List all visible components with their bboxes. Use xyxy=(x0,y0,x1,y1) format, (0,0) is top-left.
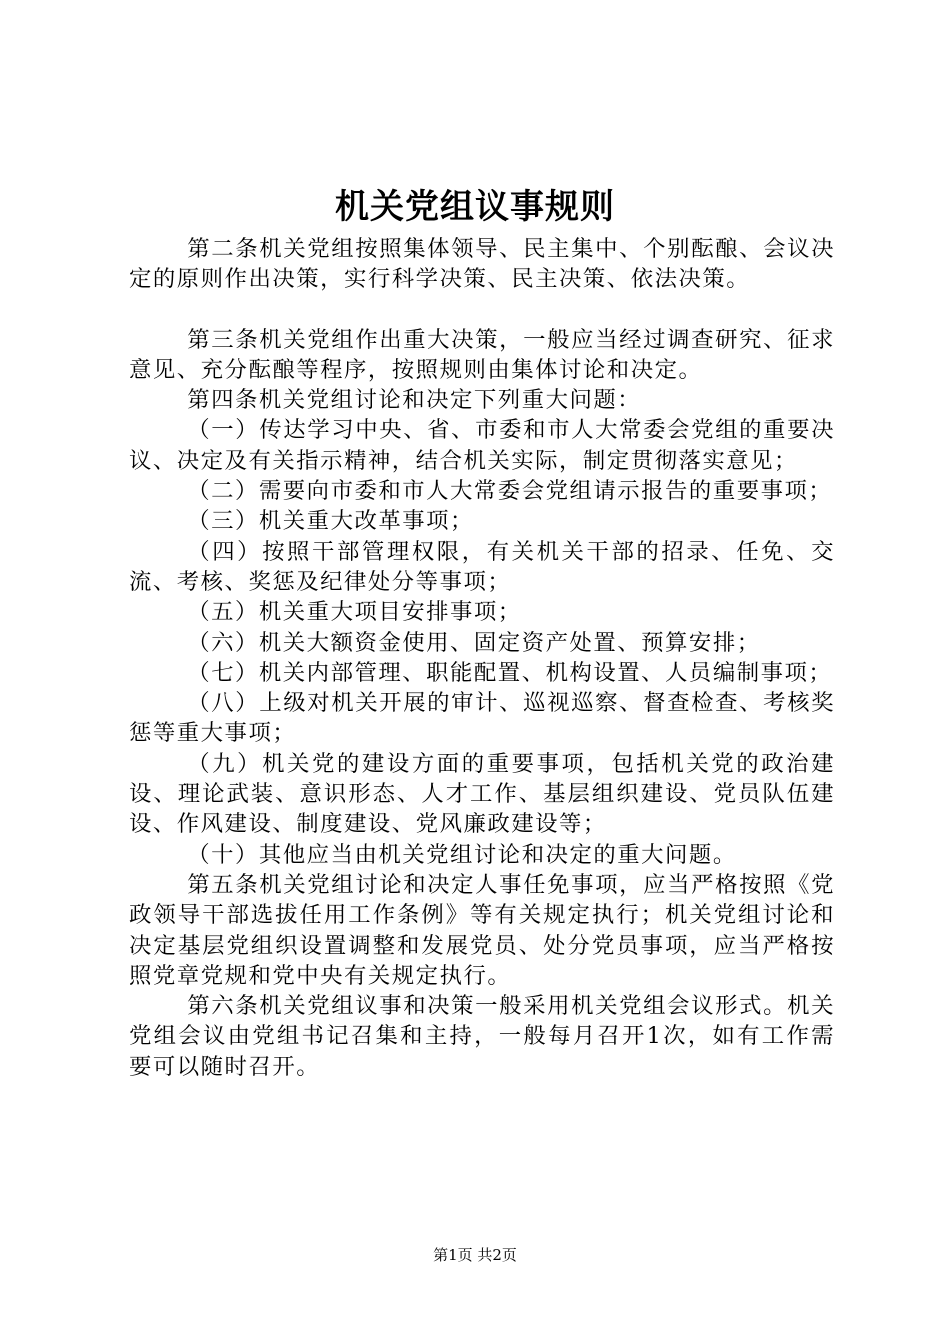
list-item-9: （九）机关党的建设方面的重要事项，包括机关党的政治建设、理论武装、意识形态、人才工作、基层组织建设、党员队伍建设、作风建设、制度建设、党风廉政建设等； xyxy=(129,750,835,838)
list-item-1: （一）传达学习中央、省、市委和市人大常委会党组的重要决议、决定及有关指示精神，结合机关实际，制定贯彻落实意见； xyxy=(129,417,835,474)
paragraph-article-2: 第二条机关党组按照集体领导、民主集中、个别酝酿、会议决定的原则作出决策，实行科学决策、民主决策、依法决策。 xyxy=(129,236,835,293)
paragraph-article-3: 第三条机关党组作出重大决策，一般应当经过调查研究、征求意见、充分酝酿等程序，按照规则由集体讨论和决定。 xyxy=(129,326,835,383)
document-title: 机关党组议事规则 xyxy=(335,187,615,227)
paragraph-article-6: 第六条机关党组议事和决策一般采用机关党组会议形式。机关党组会议由党组书记召集和主持，一般每月召开1次，如有工作需要可以随时召开。 xyxy=(129,993,835,1080)
document-body xyxy=(129,234,835,1082)
list-item-5: （五）机关重大项目安排事项； xyxy=(187,599,522,626)
paragraph-article-4: 第四条机关党组讨论和决定下列重大问题： xyxy=(187,387,642,414)
list-item-3: （三）机关重大改革事项； xyxy=(187,508,474,535)
list-item-4: （四）按照干部管理权限，有关机关干部的招录、任免、交流、考核、奖惩及纪律处分等事项； xyxy=(129,538,835,595)
list-item-10: （十）其他应当由机关党组讨论和决定的重大问题。 xyxy=(187,841,737,868)
paragraph-article-5: 第五条机关党组讨论和决定人事任免事项，应当严格按照《党政领导干部选拔任用工作条例》等有关规定执行；机关党组讨论和决定基层党组织设置调整和发展党员、处分党员事项，应当严格按照党章党规和党中央有关规定执行。 xyxy=(129,871,835,989)
page-number-footer: 第1页 共2页 xyxy=(433,1246,517,1264)
list-item-7: （七）机关内部管理、职能配置、机构设置、人员编制事项； xyxy=(187,659,833,686)
list-item-2: （二）需要向市委和市人大常委会党组请示报告的重要事项； xyxy=(187,478,833,505)
list-item-6: （六）机关大额资金使用、固定资产处置、预算安排； xyxy=(187,629,761,656)
list-item-8: （八）上级对机关开展的审计、巡视巡察、督查检查、考核奖惩等重大事项； xyxy=(129,690,835,747)
